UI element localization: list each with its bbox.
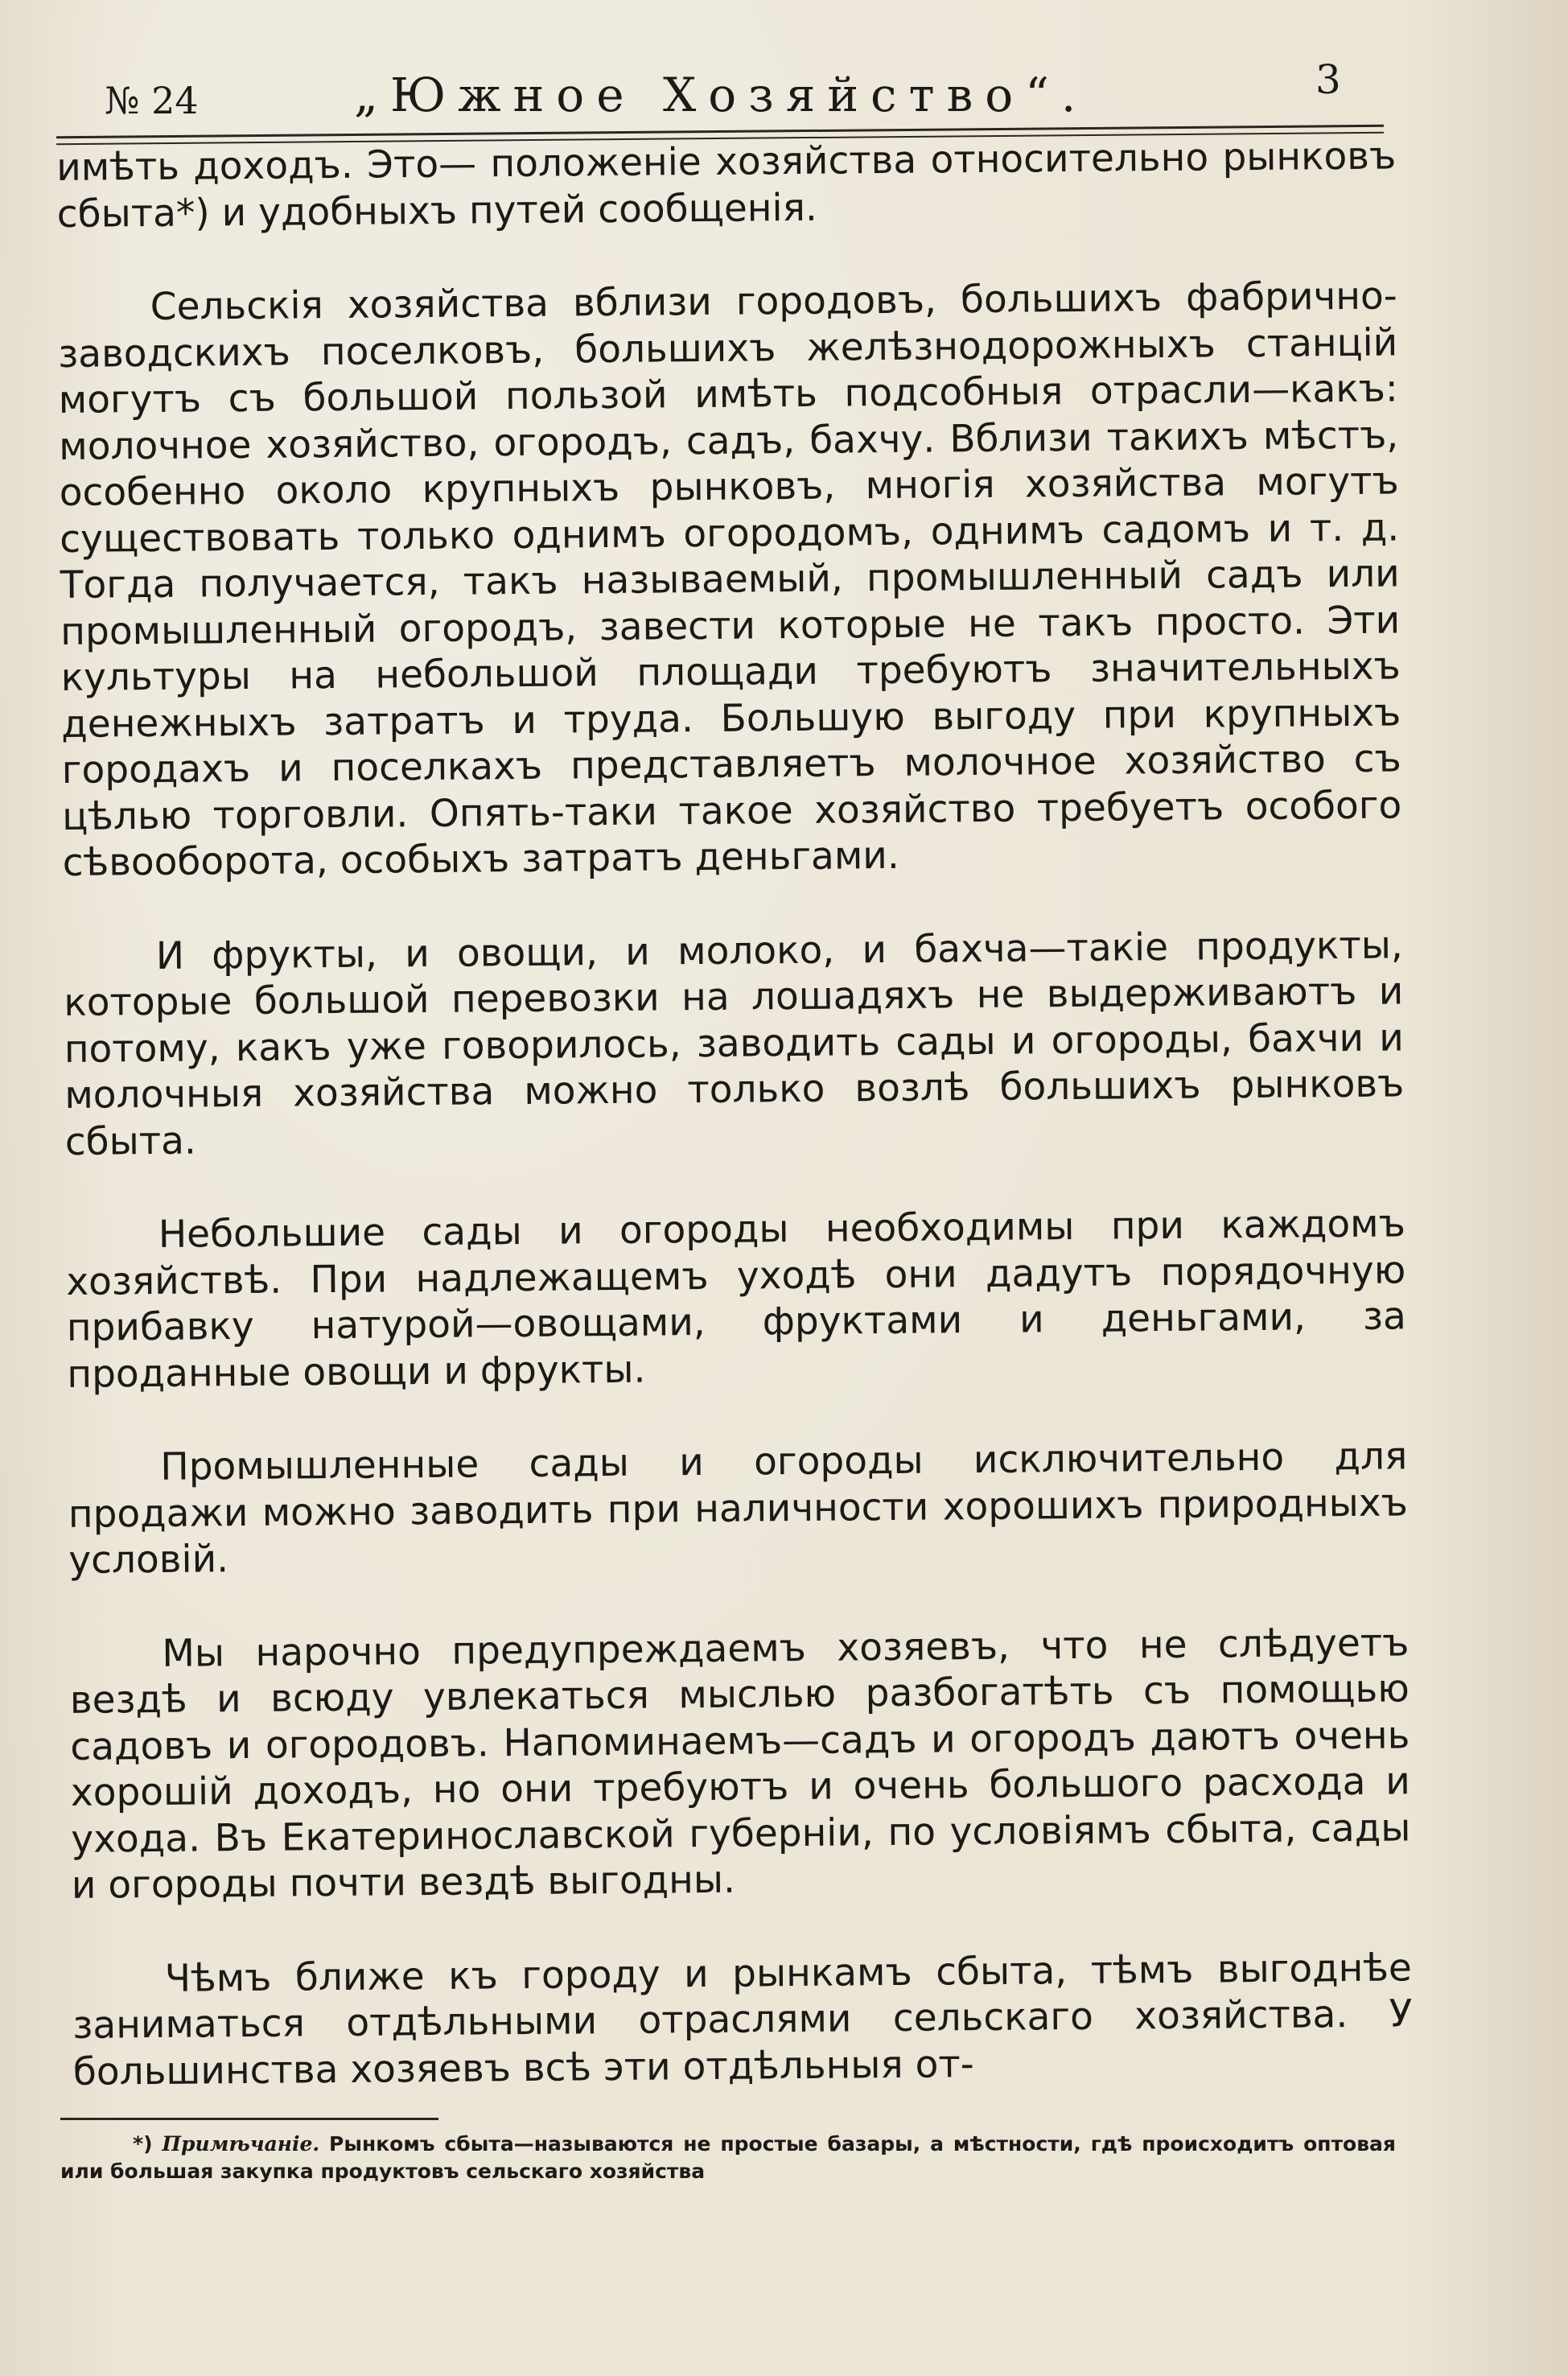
footnote-text: Рынкомъ сбыта—называются не простые базары, а мѣстности, гдѣ происходитъ оптовая или большая закупка продуктовъ сельскаго хозяйства	[60, 2132, 1396, 2183]
paragraph: Промышленные сады и огороды исключительно для продажи можно заводить при наличности хорошихъ природныхъ условій.	[68, 1434, 1409, 1583]
footnote-label: Примѣчаніе.	[162, 2132, 320, 2156]
footnote-rule	[60, 2118, 438, 2120]
paragraph: Чѣмъ ближе къ городу и рынкамъ сбыта, тѣмъ выгоднѣе заниматься отдѣльными отраслями сельскаго хозяйства. У большинства хозяевъ всѣ эти отдѣльныя от-	[72, 1945, 1413, 2094]
footnote	[60, 2131, 1396, 2185]
page-number: 3	[1315, 56, 1341, 103]
paragraph: Мы нарочно предупреждаемъ хозяевъ, что не слѣдуетъ вездѣ и всюду увлекаться мыслью разбогатѣть съ помощью садовъ и огородовъ. Напоминаемъ—садъ и огородъ даютъ очень хорошій доходъ, но они требуютъ и очень большого расхода и ухода. Въ Екатеринославской губерніи, по условіямъ сбыта, сады и огороды почти вездѣ выгодны.	[69, 1620, 1411, 1908]
paragraph: Небольшие сады и огороды необходимы при каждомъ хозяйствѣ. При надлежащемъ уходѣ они дадутъ порядочную прибавку натурой—овощами, фруктами и деньгами, за проданные овощи и фрукты.	[66, 1201, 1407, 1397]
page-header	[56, 56, 1384, 129]
paragraph: имѣть доходъ. Это— положеніе хозяйства относительно рынковъ сбыта*) и удобныхъ путей сообщенія.	[56, 134, 1397, 237]
issue-number: № 24	[105, 79, 199, 122]
journal-title: „Южное Хозяйство“.	[354, 68, 1089, 122]
paragraph: Сельскія хозяйства вблизи городовъ, большихъ фабрично-заводскихъ поселковъ, большихъ желѣзнодорожныхъ станцій могутъ съ большой пользой имѣть подсобныя отрасли—какъ: молочное хозяйство, огородъ, садъ, бахчу. Вблизи такихъ мѣстъ, особенно около крупныхъ рынковъ, многія хозяйства могутъ существовать только однимъ огородомъ, однимъ садомъ и т. д. Тогда получается, такъ называемый, промышленный садъ или промышленный огородъ, завести которые не такъ просто. Эти культуры на небольшой площади требуютъ значительныхъ денежныхъ затратъ и труда. Большую выгоду при крупныхъ городахъ и поселкахъ представляетъ молочное хозяйство съ цѣлью торговли. Опять-таки такое хозяйство требуетъ особого сѣвооборота, особыхъ затратъ деньгами.	[58, 274, 1402, 885]
article-body	[56, 133, 1413, 2094]
footnote-mark: *)	[133, 2132, 153, 2156]
paragraph: И фрукты, и овощи, и молоко, и бахча—такіе продукты, которые большой перевозки на лошадяхъ не выдерживаютъ и потому, какъ уже говорилось, заводить сады и огороды, бахчи и молочныя хозяйства можно только возлѣ большихъ рынковъ сбыта.	[64, 922, 1405, 1164]
